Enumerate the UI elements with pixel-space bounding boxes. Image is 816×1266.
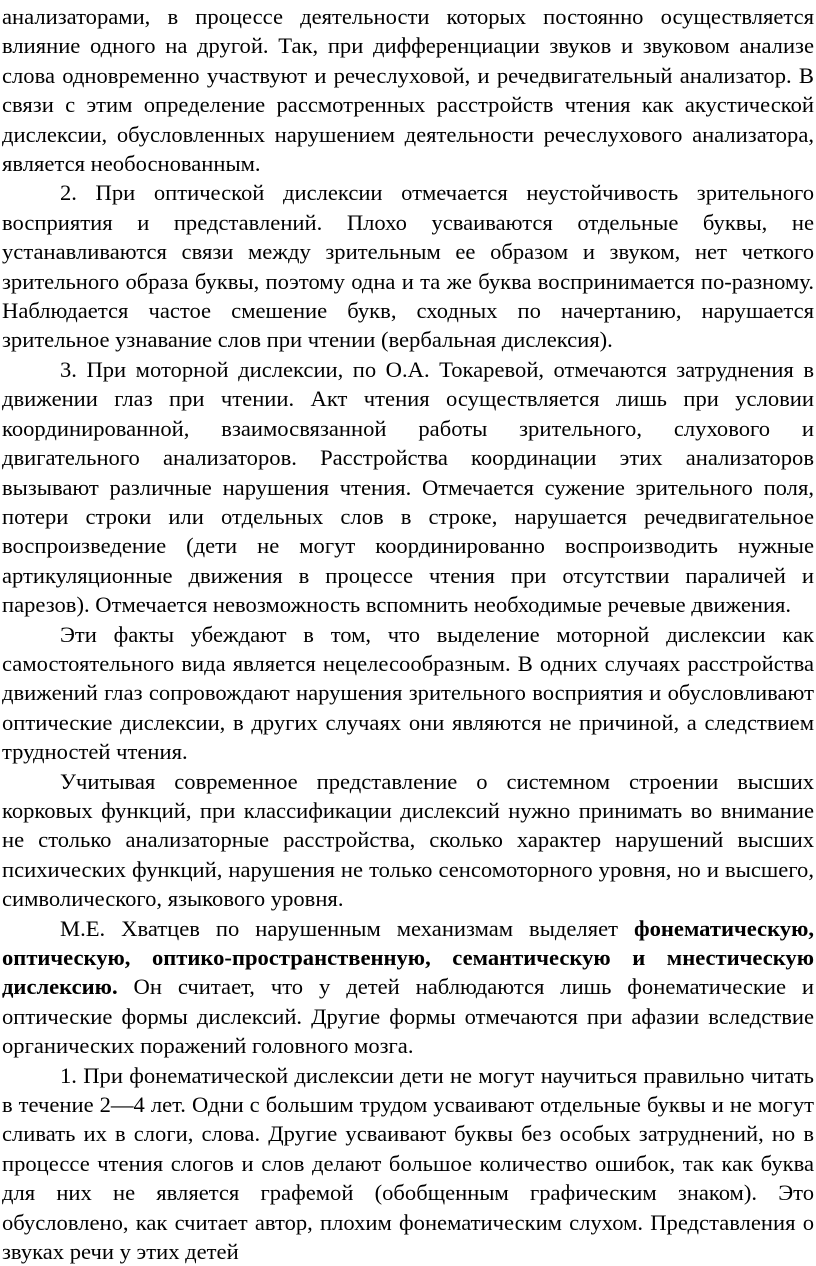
- paragraph-facts: Эти факты убеждают в том, что выделение моторной дислексии как самостоятельного вида является нецелесообразным. В одних случаях расстройства движений глаз сопровождают нарушения зрительного восприятия и обусловливают оптические дислексии, в других случаях они являются не причиной, а следствием трудностей чтения.: [2, 621, 814, 765]
- paragraph-khvattsev-end: Он считает, что у детей наблюдаются лишь фонематические и оптические формы дислексий. Другие формы отмечаются при афазии вследствие органических поражений головного мозга.: [2, 974, 814, 1059]
- paragraph-analyzers-continuation: анализаторами, в процессе деятельности которых постоянно осуществляется влияние одного на другой. Так, при дифференциации звуков и звуковом анализе слова одновременно участвуют и речеслуховой, и речедвигательный анализатор. В связи с этим определение рассмотренных расстройств чтения как акустической дислексии, обусловленных нарушением деятельности речеслухового анализатора, является необоснованным.: [2, 4, 814, 177]
- paragraph-khvattsev-start: М.Е. Хватцев по нарушенным механизмам выделяет: [60, 915, 634, 941]
- paragraph-khvattsev-bold: фонематическую, оптическую, оптико-пространственную, семантическую и мнестическую дислексию.: [2, 915, 814, 1000]
- paragraph-motor-dyslexia: 3. При моторной дислексии, по О.А. Токаревой, отмечаются затруднения в движении глаз при чтении. Акт чтения осуществляется лишь при условии координированной, взаимосвязанной работы зрительного, слухового и двигательного анализаторов. Расстройства координации этих анализаторов вызывают различные нарушения чтения. Отмечается сужение зрительного поля, потери строки или отдельных слов в строке, нарушается речедвигательное воспроизведение (дети не могут координированно воспроизводить нужные артикуляционные движения в процессе чтения при отсутствии параличей и парезов). Отмечается невозможность вспомнить необходимые речевые движения.: [2, 356, 814, 618]
- paragraph-phonematic-dyslexia: 1. При фонематической дислексии дети не могут научиться правильно читать в течение 2—4 лет. Одни с большим трудом усваивают отдельные буквы и не могут сливать их в слоги, слова. Другие усваивают буквы без особых затруднений, но в процессе чтения слогов и слов делают большое количество ошибок, так как буква для них не является графемой (обобщенным графическим знаком). Это обусловлено, как считает автор, плохим фонематическим слухом. Представления о звуках речи у этих детей: [2, 1062, 814, 1265]
- paragraph-khvattsev: [2, 914, 814, 1061]
- paragraph-optical-dyslexia: 2. При оптической дислексии отмечается неустойчивость зрительного восприятия и представлений. Плохо усваиваются отдельные буквы, не устанавливаются связи между зрительным ее образом и звуком, нет четкого зрительного образа буквы, поэтому одна и та же буква воспринимается по-разному. Наблюдается частое смешение букв, сходных по начертанию, нарушается зрительное узнавание слов при чтении (вербальная дислексия).: [2, 180, 814, 353]
- paragraph-modern-view: Учитывая современное представление о системном строении высших корковых функций, при классификации дислексий нужно принимать во внимание не столько анализаторные расстройства, сколько характер нарушений высших психических функций, нарушения не только сенсомоторного уровня, но и высшего, символического, языкового уровня.: [2, 768, 814, 912]
